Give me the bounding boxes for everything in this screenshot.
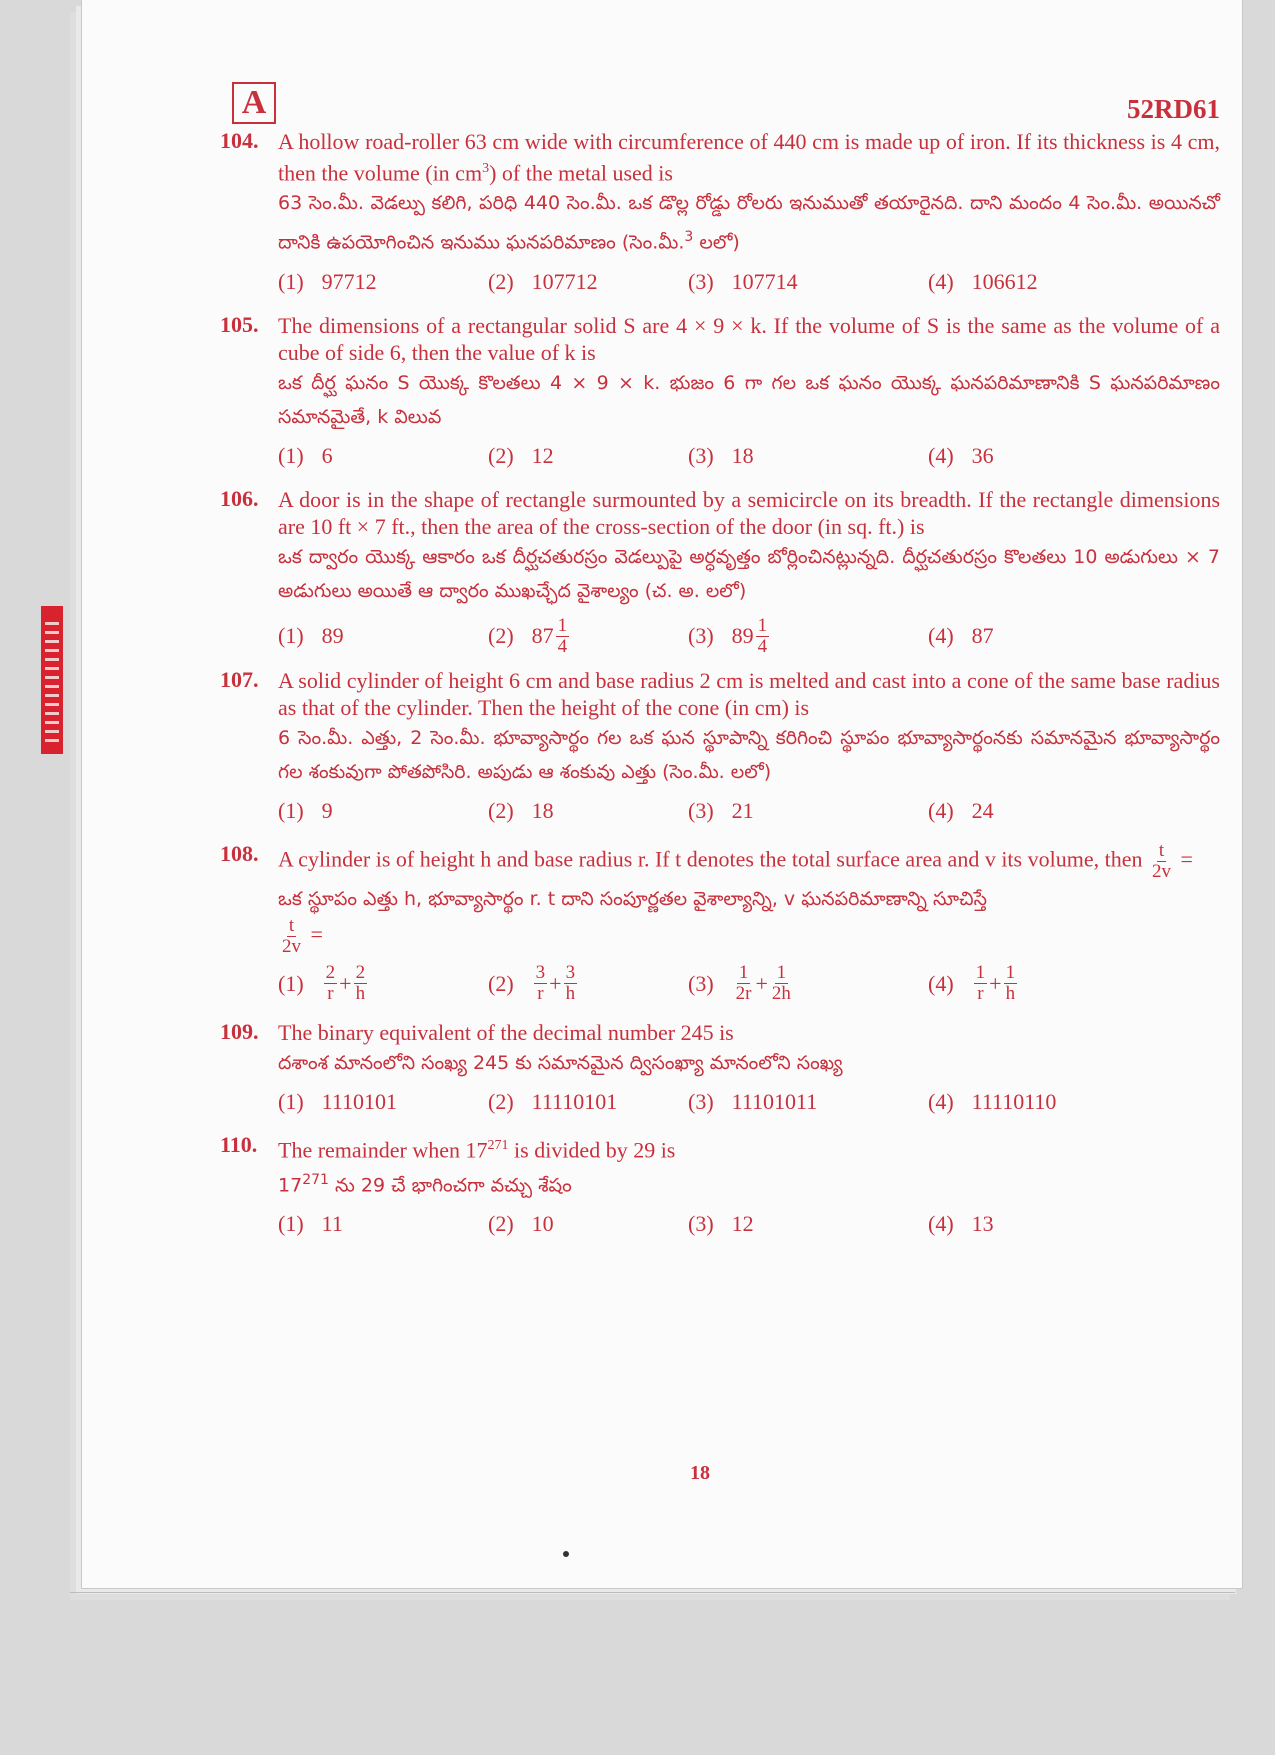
question-number: 106. [220, 485, 259, 511]
options [278, 1082, 1220, 1122]
options [278, 436, 1220, 476]
question-text-telugu: ఒక స్థూపం ఎత్తు h, భూవ్యాసార్థం r. t దాని సంపూర్ణతల వైశాల్యాన్ని, v ఘనపరిమాణాన్ని సూచిస్తే [278, 887, 987, 910]
page-number: 18 [690, 1462, 710, 1484]
speck [563, 1551, 569, 1557]
question-text-telugu: ఒక దీర్ఘ ఘనం S యొక్క కొలతలు 4 × 9 × k. భుజం 6 గా గల ఒక ఘనం యొక్క ఘనపరిమాణానికి S ఘనపరిమాణం సమానమైతే, k విలువ [278, 371, 1220, 428]
page-content [220, 78, 1220, 1254]
question-text-telugu: 63 సెం.మీ. వెడల్పు కలిగి, పరిధి 440 సెం.మీ. ఒక డొల్ల రోడ్డు రోలరు ఇనుముతో తయారైనది. దాని మందం 4 సెం.మీ. అయినచో దానికి ఉపయోగించిన ఇనుము ఘనపరిమాణం (సెం.మీ.$^3$ లలో) [278, 192, 1220, 254]
option-1: (1) 6 [278, 442, 333, 468]
question-109 [220, 1019, 1220, 1122]
question-text-telugu: $17^{271}$ ను 29 చే భాగించగా వచ్చు శేషం [278, 1171, 572, 1197]
question-text-english: A cylinder is of height h and base radius r. If t denotes the total surface area and v its volume, then $\frac{t}{2v}$ = [278, 839, 1193, 882]
option-2: (2) 11110101 [488, 1088, 618, 1114]
question-108 [220, 841, 1220, 1009]
page-header [220, 78, 1220, 128]
option-1: (1) 89 [278, 623, 344, 649]
question-text-telugu: ఒక ద్వారం యొక్క ఆకారం ఒక దీర్ఘచతురస్రం వెడల్పుపై అర్ధవృత్తం బోర్లించినట్లున్నది. దీర్ఘచతురస్రం కొలతలు 10 అడుగులు × 7 అడుగులు అయితే ఆ ద్వారం ముఖచ్ఛేద వైశాల్యం (చ. అ. లలో) [278, 545, 1220, 602]
page-edge [70, 1592, 1235, 1593]
question-text-english: A solid cylinder of height 6 cm and base radius 2 cm is melted and cast into a cone of the same base radius as that of the cylinder. Then the height of the cone (in cm) is [278, 667, 1220, 720]
question-text-english: The dimensions of a rectangular solid S are 4 × 9 × k. If the volume of S is the same as the volume of a cube of side 6, then the value of k is [278, 312, 1220, 365]
option-2: (2) 10 [488, 1211, 554, 1237]
options [278, 959, 1220, 1009]
option-2: (2) $\frac{3}{r}$ + $\frac{3}{h}$ [488, 962, 576, 1005]
question-110 [220, 1132, 1220, 1245]
question-number: 107. [220, 666, 259, 692]
option-4: (4) 36 [928, 442, 994, 468]
paper-code: 52RD61 [1127, 94, 1220, 124]
question-104 [220, 128, 1220, 302]
side-stamp [41, 606, 63, 754]
question-106 [220, 486, 1220, 657]
question-text-english: The remainder when $17^{271}$ is divided by 29 is [278, 1136, 676, 1162]
fraction: $\frac{1}{4}$ [557, 614, 568, 657]
question-text-english: A hollow road-roller 63 cm wide with circumference of 440 cm is made up of iron. If its thickness is 4 cm, then the volume (in $cm^3$) of the metal used is [278, 129, 1220, 186]
option-4: (4) 13 [928, 1211, 994, 1237]
question-text-english: A door is in the shape of rectangle surmounted by a semicircle on its breadth. If the rectangle dimensions are 10 ft × 7 ft., then the area of the cross-section of the door (in sq. ft.) is [278, 486, 1220, 539]
option-1: (1) 11 [278, 1211, 343, 1237]
option-2: (2) 87 $\frac{1}{4}$ [488, 614, 568, 657]
question-text-telugu: దశాంశ మానంలోని సంఖ్య 245 కు సమానమైన ద్విసంఖ్యా మానంలోని సంఖ్య [278, 1051, 843, 1074]
option-1: (1) 9 [278, 797, 333, 823]
option-3: (3) 21 [688, 797, 754, 823]
option-3: (3) $\frac{1}{2r}$ + $\frac{1}{2h}$ [688, 962, 791, 1005]
option-4: (4) 106612 [928, 268, 1038, 294]
options [278, 616, 1220, 657]
option-4: (4) $\frac{1}{r}$ + $\frac{1}{h}$ [928, 962, 1016, 1005]
option-1: (1) 97712 [278, 268, 377, 294]
question-number: 110. [220, 1131, 258, 1157]
option-3: (3) 12 [688, 1211, 754, 1237]
question-text-english: The binary equivalent of the decimal number 245 is [278, 1019, 734, 1045]
question-expression: $\frac{t}{2v}$ = [282, 914, 323, 957]
set-label-box: A [232, 82, 276, 124]
option-1: (1) 1110101 [278, 1088, 398, 1114]
fraction: $\frac{t}{2v}$ [282, 914, 301, 957]
question-107 [220, 667, 1220, 831]
option-3: (3) 107714 [688, 268, 798, 294]
fraction: $\frac{t}{2v}$ [1151, 839, 1171, 882]
question-number: 104. [220, 128, 259, 153]
options [278, 1204, 1220, 1244]
question-105 [220, 312, 1220, 476]
question-number: 109. [220, 1018, 259, 1044]
option-4: (4) 87 [928, 623, 994, 649]
option-3: (3) 89 $\frac{1}{4}$ [688, 614, 768, 657]
options [278, 791, 1220, 831]
option-2: (2) 12 [488, 442, 554, 468]
option-3: (3) 18 [688, 442, 754, 468]
question-number: 105. [220, 311, 259, 337]
fraction: $\frac{1}{4}$ [757, 614, 768, 657]
option-3: (3) 11101011 [688, 1088, 818, 1114]
option-4: (4) 11110110 [928, 1088, 1057, 1114]
option-2: (2) 18 [488, 797, 554, 823]
options [278, 262, 1220, 302]
option-1: (1) $\frac{2}{r}$ + $\frac{2}{h}$ [278, 962, 366, 1005]
question-number: 108. [220, 840, 259, 866]
question-text-telugu: 6 సెం.మీ. ఎత్తు, 2 సెం.మీ. భూవ్యాసార్థం గల ఒక ఘన స్థూపాన్ని కరిగించి స్థూపం భూవ్యాసార్థంనకు సమానమైన భూవ్యాసార్థం గల శంకువుగా పోతపోసిరి. అపుడు ఆ శంకువు ఎత్తు (సెం.మీ. లలో) [278, 726, 1220, 783]
option-2: (2) 107712 [488, 268, 598, 294]
option-4: (4) 24 [928, 797, 994, 823]
